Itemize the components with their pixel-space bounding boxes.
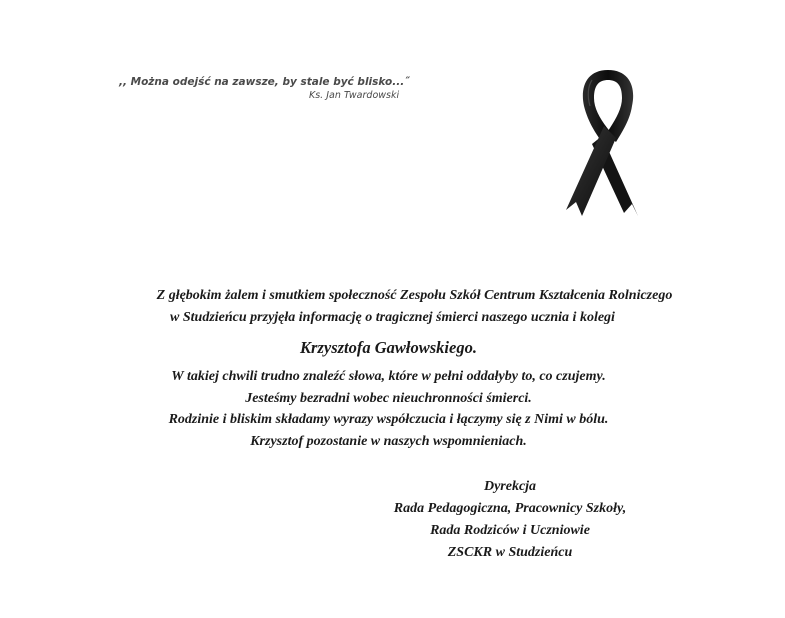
quote-text: ,, Można odejść na zawsze, by stale być blisko...˝: [119, 76, 410, 88]
signature-line: Rada Pedagogiczna, Pracownicy Szkoły,: [393, 501, 627, 516]
signature-line: Rada Rodziców i Uczniowie: [430, 523, 590, 538]
announcement-body: [0, 366, 781, 452]
signature-block: [360, 476, 660, 564]
mourning-ribbon-icon: [562, 66, 654, 218]
quote-author: Ks. Jan Twardowski: [309, 90, 400, 101]
deceased-name: [0, 338, 785, 358]
announcement-intro: [22, 285, 785, 328]
intro-line: w Studzieńcu przyjęła informację o tragicznej śmierci naszego ucznia i kolegi: [170, 309, 615, 325]
quote-block: [119, 76, 419, 101]
body-line: W takiej chwili trudno znaleźć słowa, które w pełni oddałyby to, co czujemy.: [171, 369, 606, 384]
body-line: Jesteśmy bezradni wobec nieuchronności śmierci.: [245, 390, 532, 406]
signature-line: ZSCKR w Studzieńcu: [447, 545, 573, 560]
deceased-name-text: Krzysztofa Gawłowskiego.: [300, 338, 477, 357]
body-line: Rodzinie i bliskim składamy wyrazy współczucia i łączymy się z Nimi w bólu.: [168, 412, 609, 427]
body-line: Krzysztof pozostanie w naszych wspomnieniach.: [250, 433, 527, 449]
intro-line: Z głębokim żalem i smutkiem społeczność Zespołu Szkół Centrum Kształcenia Rolniczego: [156, 288, 673, 303]
signature-line: Dyrekcja: [483, 479, 537, 494]
